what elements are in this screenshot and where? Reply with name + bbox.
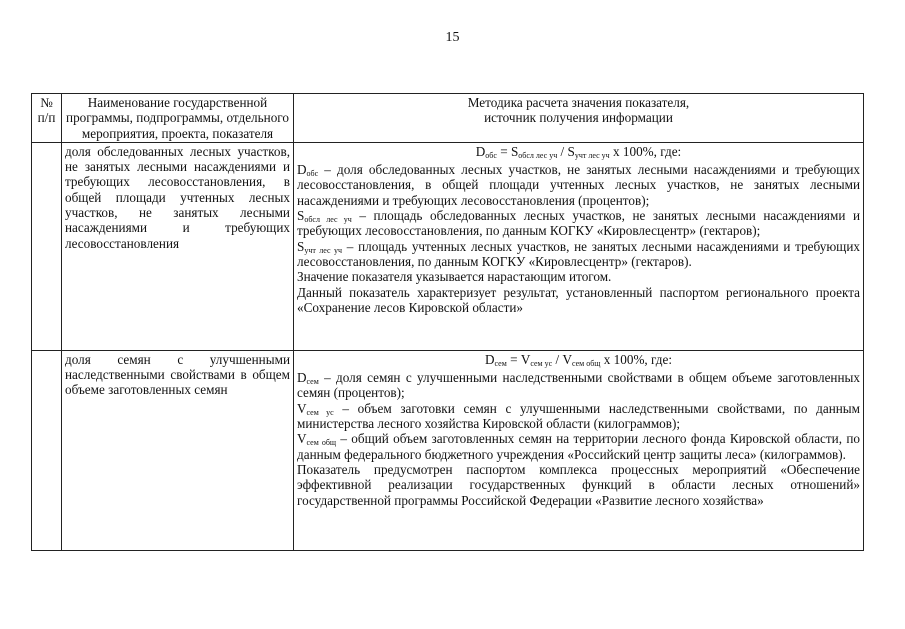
definition: $V_{сем общ}$ – общий объем заготовленных семян на территории лесного фонда Кировской области, по данным федерального бюджетного учреждения «Российский центр защиты леса» (килограммов).	[297, 431, 860, 462]
table-row	[32, 142, 864, 350]
row-number	[32, 142, 62, 350]
table-header-row	[32, 94, 864, 143]
row-number	[32, 350, 62, 550]
indicator-name: доля обследованных лесных участков, не занятых лесными насаждениями и требующих лесовосстановления, в общей площади учтенных лесных участков, не занятых лесными насаждениями и требующих лесовосстановления	[62, 142, 294, 350]
note: Показатель предусмотрен паспортом комплекса процессных мероприятий «Обеспечение эффективной реализации государственных функций в области лесных отношений» государственной программы Российской Федерации «Развитие лесного хозяйства»	[297, 461, 860, 508]
table-row	[32, 350, 864, 550]
definition: $S_{учт лес уч}$ – площадь учтенных лесных участков, не занятых лесными насаждениями и требующих лесовосстановления, по данным КОГКУ «Кировлесцентр» (гектаров).	[297, 238, 860, 269]
header-number: № п/п	[32, 94, 62, 143]
method-cell	[294, 350, 864, 550]
page-number: 15	[445, 30, 460, 45]
note: Данный показатель характеризует результат, установленный паспортом регионального проекта «Сохранение лесов Кировской области»	[297, 284, 860, 315]
formula: $D_{обс} = S_{обсл лес уч} / S_{учт лес уч}$ х 100%, где:	[475, 143, 682, 160]
header-method-line2: источник получения информации	[484, 110, 673, 126]
indicators-table	[31, 93, 864, 551]
indicator-name: доля семян с улучшенными наследственными свойствами в общем объеме заготовленных семян	[62, 350, 294, 550]
definition: $S_{обсл лес уч}$ – площадь обследованных лесных участков, не занятых лесными насаждениями и требующих лесовосстановления, по данным КОГКУ «Кировлесцентр» (гектаров);	[297, 208, 860, 239]
definition: $D_{сем}$ – доля семян с улучшенными наследственными свойствами в общем объеме заготовленных семян (процентов);	[297, 370, 860, 401]
formula: $D_{сем} = V_{сем ус} / V_{сем общ}$ х 100%, где:	[485, 351, 672, 368]
method-cell	[294, 142, 864, 350]
header-method-line1: Методика расчета значения показателя,	[467, 95, 690, 110]
header-method	[294, 94, 864, 143]
header-name: Наименование государственной программы, подпрограммы, отдельного мероприятия, проекта, показателя	[62, 94, 294, 143]
definition: $V_{сем ус}$ – объем заготовки семян с улучшенными наследственными свойствами, по данным министерства лесного хозяйства Кировской области (килограммов);	[297, 400, 861, 432]
note: Значение показателя указывается нарастающим итогом.	[297, 269, 612, 285]
definition: $D_{обс}$ – доля обследованных лесных участков, не занятых лесными насаждениями и требующих лесовосстановления, в общей площади учтенных лесных участков, не занятых лесными насаждениями и требующих лесовосстановления (процентов);	[297, 162, 860, 208]
